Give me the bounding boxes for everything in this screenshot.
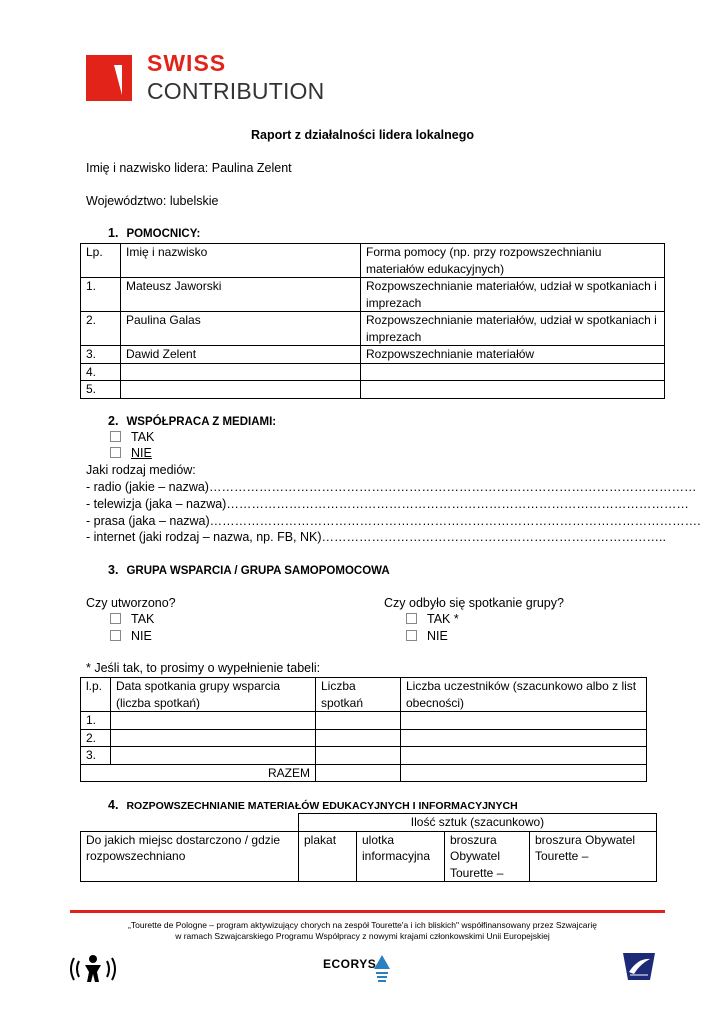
table-cell[interactable] (111, 729, 316, 747)
helpers-table (80, 243, 665, 399)
total-label: RAZEM (81, 764, 316, 782)
table-row (81, 747, 647, 765)
swiss-flag-icon (86, 55, 132, 101)
foundation-badge-icon (620, 950, 658, 989)
section3-heading (108, 563, 390, 577)
table-cell (361, 363, 665, 381)
option-label: TAK (131, 612, 155, 626)
table-cell[interactable] (316, 747, 401, 765)
table-cell (361, 381, 665, 399)
checkbox-icon[interactable] (406, 613, 417, 624)
section2-number: 2. (108, 414, 119, 428)
table-cell: Paulina Galas (121, 312, 361, 346)
table-row (81, 363, 665, 381)
table-cell: 1. (81, 278, 121, 312)
header-cell: Lp. (81, 244, 121, 278)
media-type-label: Jaki rodzaj mediów: (86, 463, 196, 477)
table-cell (121, 363, 361, 381)
section4-heading (108, 798, 518, 812)
ecorys-mark-icon (373, 953, 391, 988)
swiss-logo-mark (86, 55, 132, 101)
header-cell: Data spotkania grupy wsparcia (liczba spotkań) (111, 678, 316, 712)
support-group-table (80, 677, 647, 782)
table-cell: Mateusz Jaworski (121, 278, 361, 312)
section4-number: 4. (108, 798, 119, 812)
table-total-row (81, 764, 647, 782)
table-cell: 2. (81, 312, 121, 346)
table-header-row (81, 814, 657, 832)
header-cell: l.p. (81, 678, 111, 712)
section1-heading (108, 226, 200, 240)
table-row (81, 278, 665, 312)
empty-corner-cell (81, 814, 299, 832)
header-cell: Forma pomocy (np. przy rozpowszechnianiu materiałów edukacyjnych) (361, 244, 665, 278)
option-label: TAK * (427, 612, 459, 626)
table-cell (121, 381, 361, 399)
logo-contribution-text: CONTRIBUTION (147, 78, 325, 104)
header-cell: ulotka informacyjna (357, 831, 445, 882)
header-cell: Imię i nazwisko (121, 244, 361, 278)
table-cell: Rozpowszechnianie materiałów, udział w spotkaniach i imprezach (361, 278, 665, 312)
section4-title: ROZPOWSZECHNIANIE MATERIAŁÓW EDUKACYJNYCH I INFORMACYJNYCH (126, 800, 518, 812)
footer-line1: „Tourette de Pologne – program aktywizujący chorych na zespół Tourette'a i ich bliskich" współfinansowany przez Szwajcarię (128, 920, 597, 930)
table-cell: Rozpowszechnianie materiałów, udział w spotkaniach i imprezach (361, 312, 665, 346)
table-row (81, 831, 657, 882)
footer-divider (70, 910, 665, 913)
section1-title: POMOCNICY: (126, 228, 201, 240)
media-yes-option[interactable] (110, 430, 154, 444)
leader-name: Imię i nazwisko lidera: Paulina Zelent (86, 161, 292, 175)
table-cell[interactable] (316, 764, 401, 782)
logo-swiss-text: SWISS (147, 50, 227, 76)
table-cell: 5. (81, 381, 121, 399)
materials-table (80, 813, 657, 882)
option-label: NIE (427, 629, 448, 643)
table-cell: 3. (81, 747, 111, 765)
table-cell: 2. (81, 729, 111, 747)
footer-text (0, 920, 725, 942)
meeting-yes-option[interactable] (406, 612, 459, 626)
table-cell[interactable] (111, 712, 316, 730)
radio-line: - radio (jakie – nazwa)……………………………………………………………………………………………………… (86, 480, 697, 494)
header-cell: Do jakich miejsc dostarczono / gdzie rozpowszechniano (81, 831, 299, 882)
checkbox-icon[interactable] (110, 431, 121, 442)
option-label: NIE (131, 629, 152, 643)
header-cell: broszura Obywatel Tourette – (530, 831, 657, 882)
table-cell: Dawid Zelent (121, 346, 361, 364)
section3-number: 3. (108, 563, 119, 577)
checkbox-icon[interactable] (110, 613, 121, 624)
internet-line: - internet (jaki rodzaj – nazwa, np. FB, NK)……………………………………………………………………….. (86, 530, 666, 544)
created-yes-option[interactable] (110, 612, 154, 626)
header-cell: plakat (299, 831, 357, 882)
header-cell: Liczba uczestników (szacunkowo albo z list obecności) (401, 678, 647, 712)
table-note: * Jeśli tak, to prosimy o wypełnienie tabeli: (86, 661, 321, 675)
header-cell: Ilość sztuk (szacunkowo) (299, 814, 657, 832)
association-logo-icon (68, 950, 118, 991)
table-cell: 1. (81, 712, 111, 730)
checkbox-icon[interactable] (110, 447, 121, 458)
table-row (81, 712, 647, 730)
table-row (81, 729, 647, 747)
province: Województwo: lubelskie (86, 194, 219, 208)
option-label: NIE (131, 446, 152, 460)
meeting-no-option[interactable] (406, 629, 448, 643)
section2-heading (108, 414, 276, 428)
table-row (81, 346, 665, 364)
header-cell: broszura Obywatel Tourette – (445, 831, 530, 882)
created-question: Czy utworzono? (86, 596, 176, 610)
table-cell[interactable] (316, 729, 401, 747)
media-no-option[interactable] (110, 446, 152, 460)
checkbox-icon[interactable] (110, 630, 121, 641)
table-cell[interactable] (401, 712, 647, 730)
section2-title: WSPÓŁPRACA Z MEDIAMI: (126, 416, 277, 428)
table-cell[interactable] (401, 764, 647, 782)
created-no-option[interactable] (110, 629, 152, 643)
option-label: TAK (131, 430, 155, 444)
table-cell[interactable] (316, 712, 401, 730)
table-cell: 4. (81, 363, 121, 381)
table-cell: 3. (81, 346, 121, 364)
ecorys-logo: ECORYS (323, 957, 377, 971)
table-header-row (81, 244, 665, 278)
section1-number: 1. (108, 226, 119, 240)
footer-line2: w ramach Szwajcarskiego Programu Współpracy z nowymi krajami członkowskimi Unii Europejskiej (175, 931, 550, 941)
table-header-row (81, 678, 647, 712)
meeting-question: Czy odbyło się spotkanie grupy? (384, 596, 564, 610)
table-cell[interactable] (401, 747, 647, 765)
page-title: Raport z działalności lidera lokalnego (251, 128, 474, 142)
table-row (81, 381, 665, 399)
checkbox-icon[interactable] (406, 630, 417, 641)
table-cell[interactable] (401, 729, 647, 747)
section3-title: GRUPA WSPARCIA / GRUPA SAMOPOMOCOWA (126, 565, 390, 577)
press-line: - prasa (jaka – nazwa)………………………………………………………………………………………………………. (86, 514, 701, 528)
table-cell[interactable] (111, 747, 316, 765)
tv-line: - telewizja (jaka – nazwa)………………………………………………………………………………………………… (86, 497, 689, 511)
table-cell: Rozpowszechnianie materiałów (361, 346, 665, 364)
table-row (81, 312, 665, 346)
header-cell: Liczba spotkań (316, 678, 401, 712)
